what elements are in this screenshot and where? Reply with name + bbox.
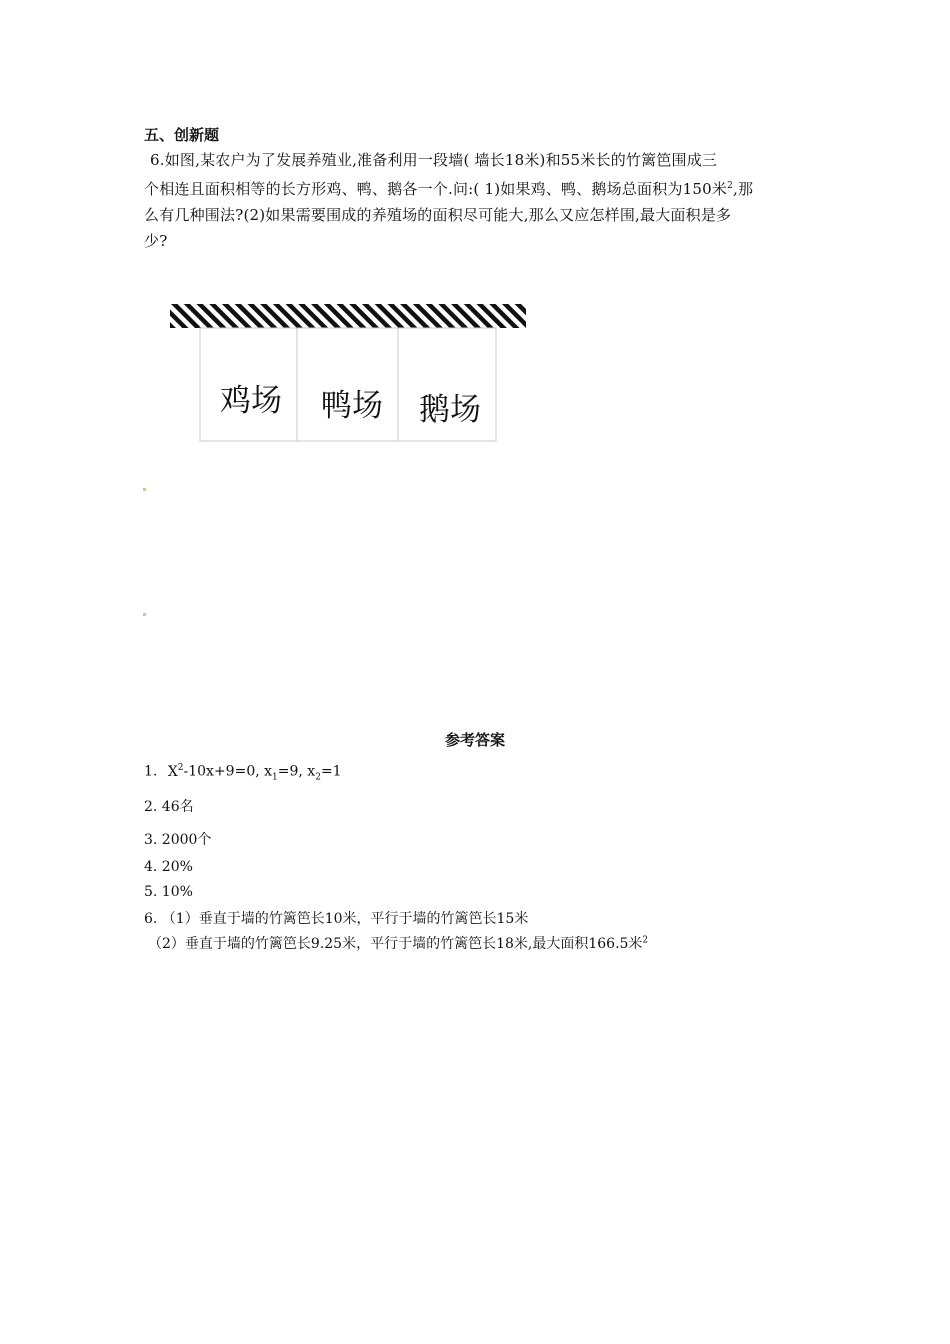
answer-1-mid2: =9, x: [277, 763, 316, 780]
answer-6-part-2-text: （2）垂直于墙的竹篱笆长9.25米，平行于墙的竹篱笆长18米,最大面积166.5米: [148, 936, 643, 952]
problem-line-3: 么有几种围法?(2)如果需要围成的养殖场的面积尽可能大,那么又应怎样围,最大面积是多: [144, 206, 732, 224]
answer-4: 4. 20%: [144, 859, 193, 875]
section-heading: 五、创新题: [144, 126, 220, 144]
answer-2: 2. 46名: [144, 799, 194, 815]
stray-dot: [143, 613, 146, 616]
answer-3: 3. 2000个: [144, 832, 212, 848]
pen-label-chicken: 鸡场: [220, 383, 282, 419]
answer-1-sub2: 2: [315, 772, 321, 783]
problem-line-2-text: 个相连且面积相等的长方形鸡、鸭、鹅各一个.问:( 1)如果鸡、鸭、鹅场总面积为150米: [144, 180, 728, 198]
pen-label-goose: 鹅场: [419, 392, 481, 428]
answer-6-part-1: 6. （1）垂直于墙的竹篱笆长10米，平行于墙的竹篱笆长15米: [144, 911, 529, 927]
superscript-2: 2: [727, 181, 734, 191]
answer-1-X: X: [167, 763, 178, 780]
stray-dot: [143, 488, 146, 491]
problem-line-4: 少?: [144, 232, 168, 250]
answer-1-sub1: 1: [272, 772, 278, 783]
pen-label-duck: 鸭场: [321, 388, 383, 424]
answer-6-part-2: [148, 933, 648, 953]
problem-line-2: [144, 173, 814, 202]
answer-1-end: =1: [320, 763, 342, 780]
problem-line-1: 6.如图,某农户为了发展养殖业,准备利用一段墙( 墙长18米)和55米长的竹篱笆围成三: [150, 151, 718, 169]
answer-6-superscript: 2: [642, 935, 649, 946]
answer-1-mid: -10x+9=0, x: [183, 763, 273, 780]
pen-diagram: [168, 301, 528, 447]
answer-5: 5. 10%: [144, 884, 193, 900]
problem-statement: [144, 147, 814, 254]
answers-title: 参考答案: [444, 731, 505, 749]
answer-1: [144, 763, 342, 782]
answer-1-sup: 2: [177, 763, 184, 773]
problem-line-2-end: ,那: [733, 180, 754, 198]
answer-1-num: 1.: [144, 763, 158, 780]
wall-hatch: [170, 304, 526, 328]
